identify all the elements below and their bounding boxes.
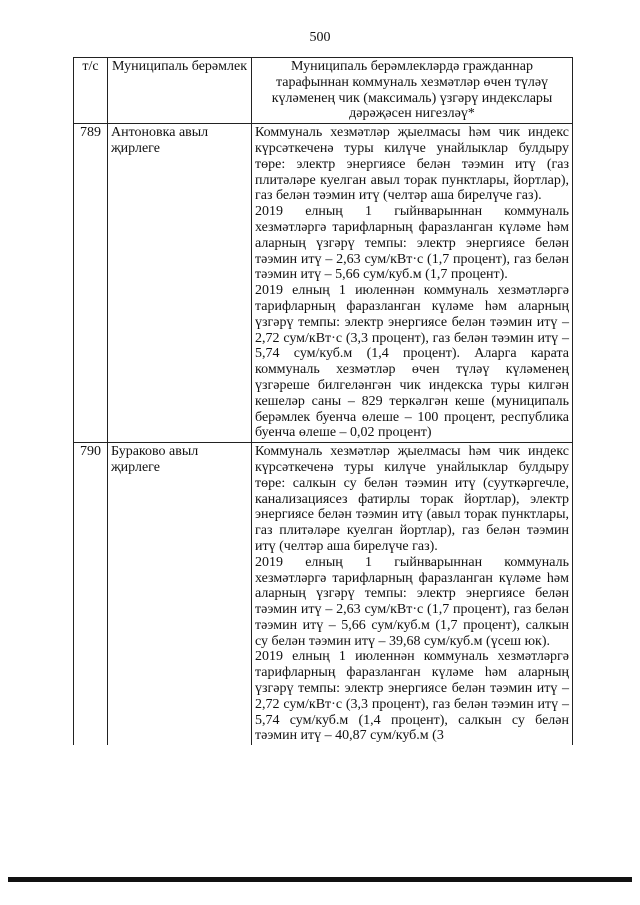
index-description [252,443,573,746]
description-paragraph: 2019 елның 1 июленнән коммуналь хезмәтләргә тарифларның фаразланган күләме һәм аларның үзгәрү темпы: электр энергиясе белән тәэмин итү – 2,72 сум/кВт·с (3,3 процент), газ белән тәэмин итү – 5,74 сум/куб.м (1,4 процент). Аларга карата коммуналь хезмәтләр өчен түләү күләменең үзгәреше билгеләнгән чик индекска туры килгән кешеләр саны – 829 теркәлгән кеше (муниципаль берәмлек буенча өлеше – 100 процент, республика буенча өлеше – 0,02 процент) [255,283,569,441]
description-paragraph: Коммуналь хезмәтләр җыелмасы һәм чик индекс күрсәткеченә туры килүче унайлыклар булдыру төре: электр энергиясе белән тәэмин итү (газ плитәләре куелган авыл торак пунктлары, йортлар), газ белән тәэмин итү (челтәр аша бирелүче газ). [255,125,569,204]
header-index: Муниципаль берәмлекләрдә гражданнар тарафыннан коммуналь хезмәтләр өчен түләү күләменең чик (максималь) үзгәрү индекслары дәрәҗәсен нигезләү* [252,58,573,124]
municipal-index-table [73,57,573,745]
description-paragraph: 2019 елның 1 гыйнварыннан коммуналь хезмәтләргә тарифларның фаразланган күләме һәм аларның үзгәрү темпы: электр энергиясе белән тәэмин итү – 2,63 сум/кВт·с (1,7 процент), газ белән тәэмин итү – 5,66 сум/куб.м (1,7 процент), салкын су белән тәэмин итү – 39,68 сум/куб.м (үсеш юк). [255,554,569,649]
table-row [74,124,573,443]
description-paragraph: Коммуналь хезмәтләр җыелмасы һәм чик индекс күрсәткеченә туры килүче унайлыклар булдыру төре: салкын су белән тәэмин итү (сууткәргечле, канализациясез фатирлы торак йортлар), электр энергиясе белән тәэмин итү (авыл торак пунктлары, газ плитәләре куелган йортлар), газ белән тәэмин итү (челтәр аша бирелүче газ). [255,444,569,554]
scan-edge-bar [8,877,632,882]
municipality-name: Антоновка авыл җирлеге [108,124,252,443]
table-row [74,443,573,746]
row-number: 789 [74,124,108,443]
description-paragraph: 2019 елның 1 июленнән коммуналь хезмәтләргә тарифларның фаразланган күләме һәм аларның үзгәрү темпы: электр энергиясе белән тәэмин итү – 2,72 сум/кВт·с (3,3 процент), газ белән тәэмин итү – 5,74 сум/куб.м (1,4 процент), салкын су белән тәэмин итү – 40,87 сум/куб.м (3 [255,649,569,744]
table-header-row [74,58,573,124]
page-number: 500 [309,30,331,45]
description-paragraph: 2019 елның 1 гыйнварыннан коммуналь хезмәтләргә тарифларның фаразланган күләме һәм аларның үзгәрү темпы: электр энергиясе белән тәэмин итү – 2,63 сум/кВт·с (1,7 процент), газ белән тәэмин итү – 5,66 сум/куб.м (1,7 процент). [255,204,569,283]
index-description [252,124,573,443]
row-number: 790 [74,443,108,746]
municipality-name: Бураково авыл җирлеге [108,443,252,746]
header-num: т/с [74,58,108,124]
header-municipality: Муниципаль берәмлек [108,58,252,124]
